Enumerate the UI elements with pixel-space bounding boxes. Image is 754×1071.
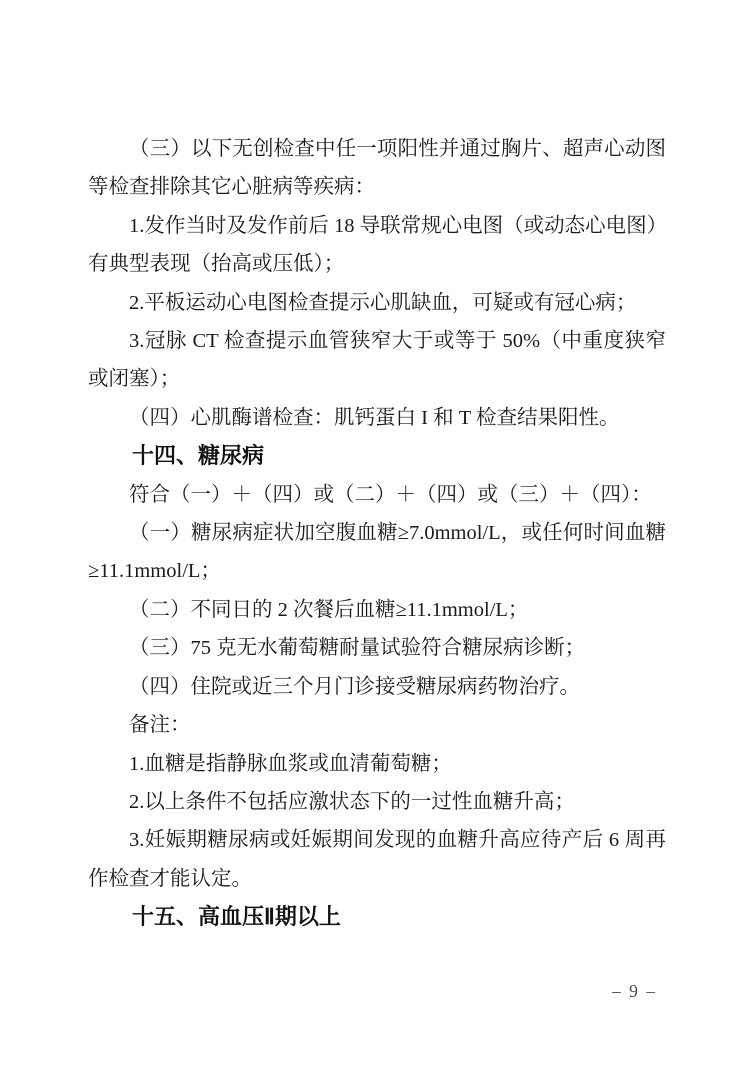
document-line: 3.妊娠期糖尿病或妊娠期间发现的血糖升高应待产后 6 周再 (129, 829, 666, 852)
document-line: 1.血糖是指静脉血浆或血清葡萄糖； (129, 752, 452, 775)
document-line: （二）不同日的 2 次餐后血糖≥11.1mmol/L； (129, 598, 529, 621)
document-line: 2.以上条件不包括应激状态下的一过性血糖升高； (129, 790, 575, 813)
document-line: 备注： (129, 714, 191, 737)
document-line: 有典型表现（抬高或压低）； (88, 253, 345, 276)
document-line: 等检查排除其它心脏病等疾病： (88, 176, 375, 199)
page-number: – 9 – (612, 981, 657, 1001)
document-line: （一）糖尿病症状加空腹血糖≥7.0mmol/L，或任何时间血糖 (129, 522, 666, 545)
document-line: ≥11.1mmol/L； (88, 560, 221, 583)
document-line: （四）住院或近三个月门诊接受糖尿病药物治疗。 (129, 675, 580, 698)
document-line: 符合（一）＋（四）或（二）＋（四）或（三）＋（四）： (129, 483, 652, 506)
document-line: 1.发作当时及发作前后 18 导联常规心电图（或动态心电图） (129, 214, 668, 237)
document-line: 3.冠脉 CT 检查提示血管狭窄大于或等于 50%（中重度狭窄 (129, 330, 666, 353)
section-heading: 十五、高血压Ⅱ期以上 (132, 904, 341, 930)
document-line: （三）以下无创检查中任一项阳性并通过胸片、超声心动图 (129, 138, 666, 160)
document-line: 或闭塞）； (88, 368, 181, 391)
document-line: 作检查才能认定。 (88, 867, 252, 890)
document-line: 2.平板运动心电图检查提示心肌缺血，可疑或有冠心病； (129, 291, 637, 314)
document-line: （三）75 克无水葡萄糖耐量试验符合糖尿病诊断； (129, 637, 586, 660)
section-heading: 十四、糖尿病 (132, 443, 265, 469)
document-body (88, 130, 666, 937)
document-line: （四）心肌酶谱检查：肌钙蛋白 I 和 T 检查结果阳性。 (129, 406, 620, 429)
